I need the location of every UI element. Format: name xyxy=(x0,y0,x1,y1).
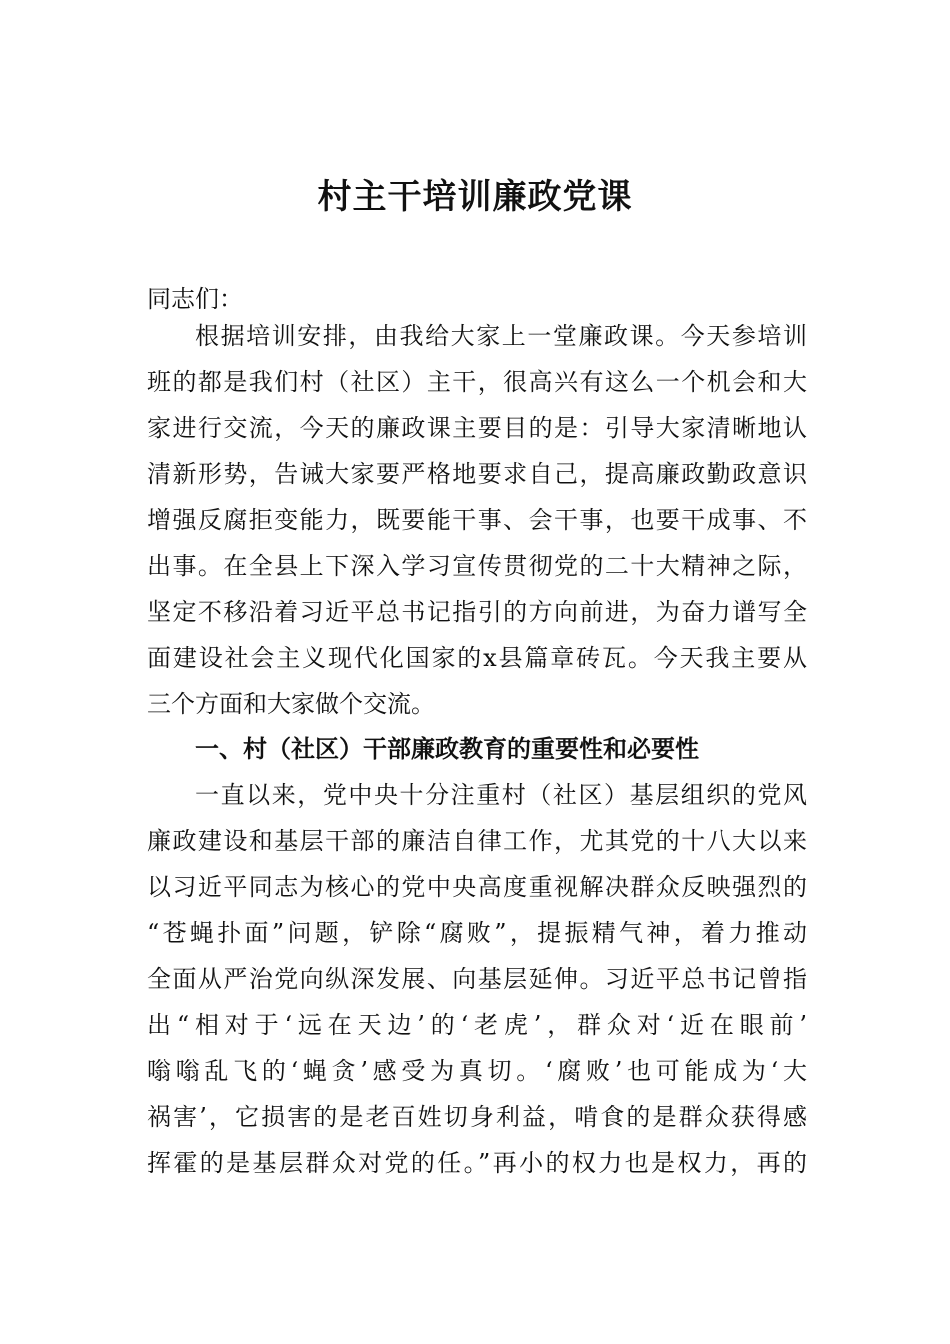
salutation: 同志们： xyxy=(147,285,243,313)
paragraph-line: 清新形势，告诫大家要严格地要求自己，提高廉政勤政意识 xyxy=(147,460,807,488)
paragraph-line: 挥霍的是基层群众对党的任。”再小的权力也是权力，再的 xyxy=(147,1149,807,1177)
paragraph-line: 坚定不移沿着习近平总书记指引的方向前进，为奋力谱写全 xyxy=(147,598,807,626)
paragraph-line: 出事。在全县上下深入学习宣传贯彻党的二十大精神之际， xyxy=(147,552,807,580)
paragraph-line: 祸害’，它损害的是老百姓切身利益，啃食的是群众获得感 xyxy=(147,1103,807,1131)
paragraph-line: 三个方面和大家做个交流。 xyxy=(147,690,435,718)
paragraph-line: 以习近平同志为核心的党中央高度重视解决群众反映强烈的 xyxy=(147,873,807,901)
document-title: 村主干培训廉政党课 xyxy=(317,177,633,217)
paragraph-line: 班的都是我们村（社区）主干，很高兴有这么一个机会和大 xyxy=(147,368,807,396)
paragraph-line: 根据培训安排，由我给大家上一堂廉政课。今天参培训 xyxy=(195,322,807,350)
paragraph-line: 家进行交流，今天的廉政课主要目的是：引导大家清晰地认 xyxy=(147,414,807,442)
paragraph-line: 面建设社会主义现代化国家的x县篇章砖瓦。今天我主要从 xyxy=(147,644,807,672)
paragraph-line: “苍蝇扑面”问题，铲除“腐败”，提振精气神，着力推动 xyxy=(147,919,807,947)
paragraph-line: 增强反腐拒变能力，既要能干事、会干事，也要干成事、不 xyxy=(147,506,807,534)
paragraph-line: 廉政建设和基层干部的廉洁自律工作，尤其党的十八大以来 xyxy=(147,827,807,855)
section-heading: 一、村（社区）干部廉政教育的重要性和必要性 xyxy=(195,735,699,763)
paragraph-line: 嗡嗡乱飞的‘蝇贪’感受为真切。‘腐败’也可能成为‘大 xyxy=(147,1057,807,1085)
paragraph-line: 全面从严治党向纵深发展、向基层延伸。习近平总书记曾指 xyxy=(147,965,807,993)
paragraph-line: 一直以来，党中央十分注重村（社区）基层组织的党风 xyxy=(195,781,807,809)
paragraph-line: 出“相对于‘远在天边’的‘老虎’，群众对‘近在眼前’ xyxy=(147,1011,807,1039)
